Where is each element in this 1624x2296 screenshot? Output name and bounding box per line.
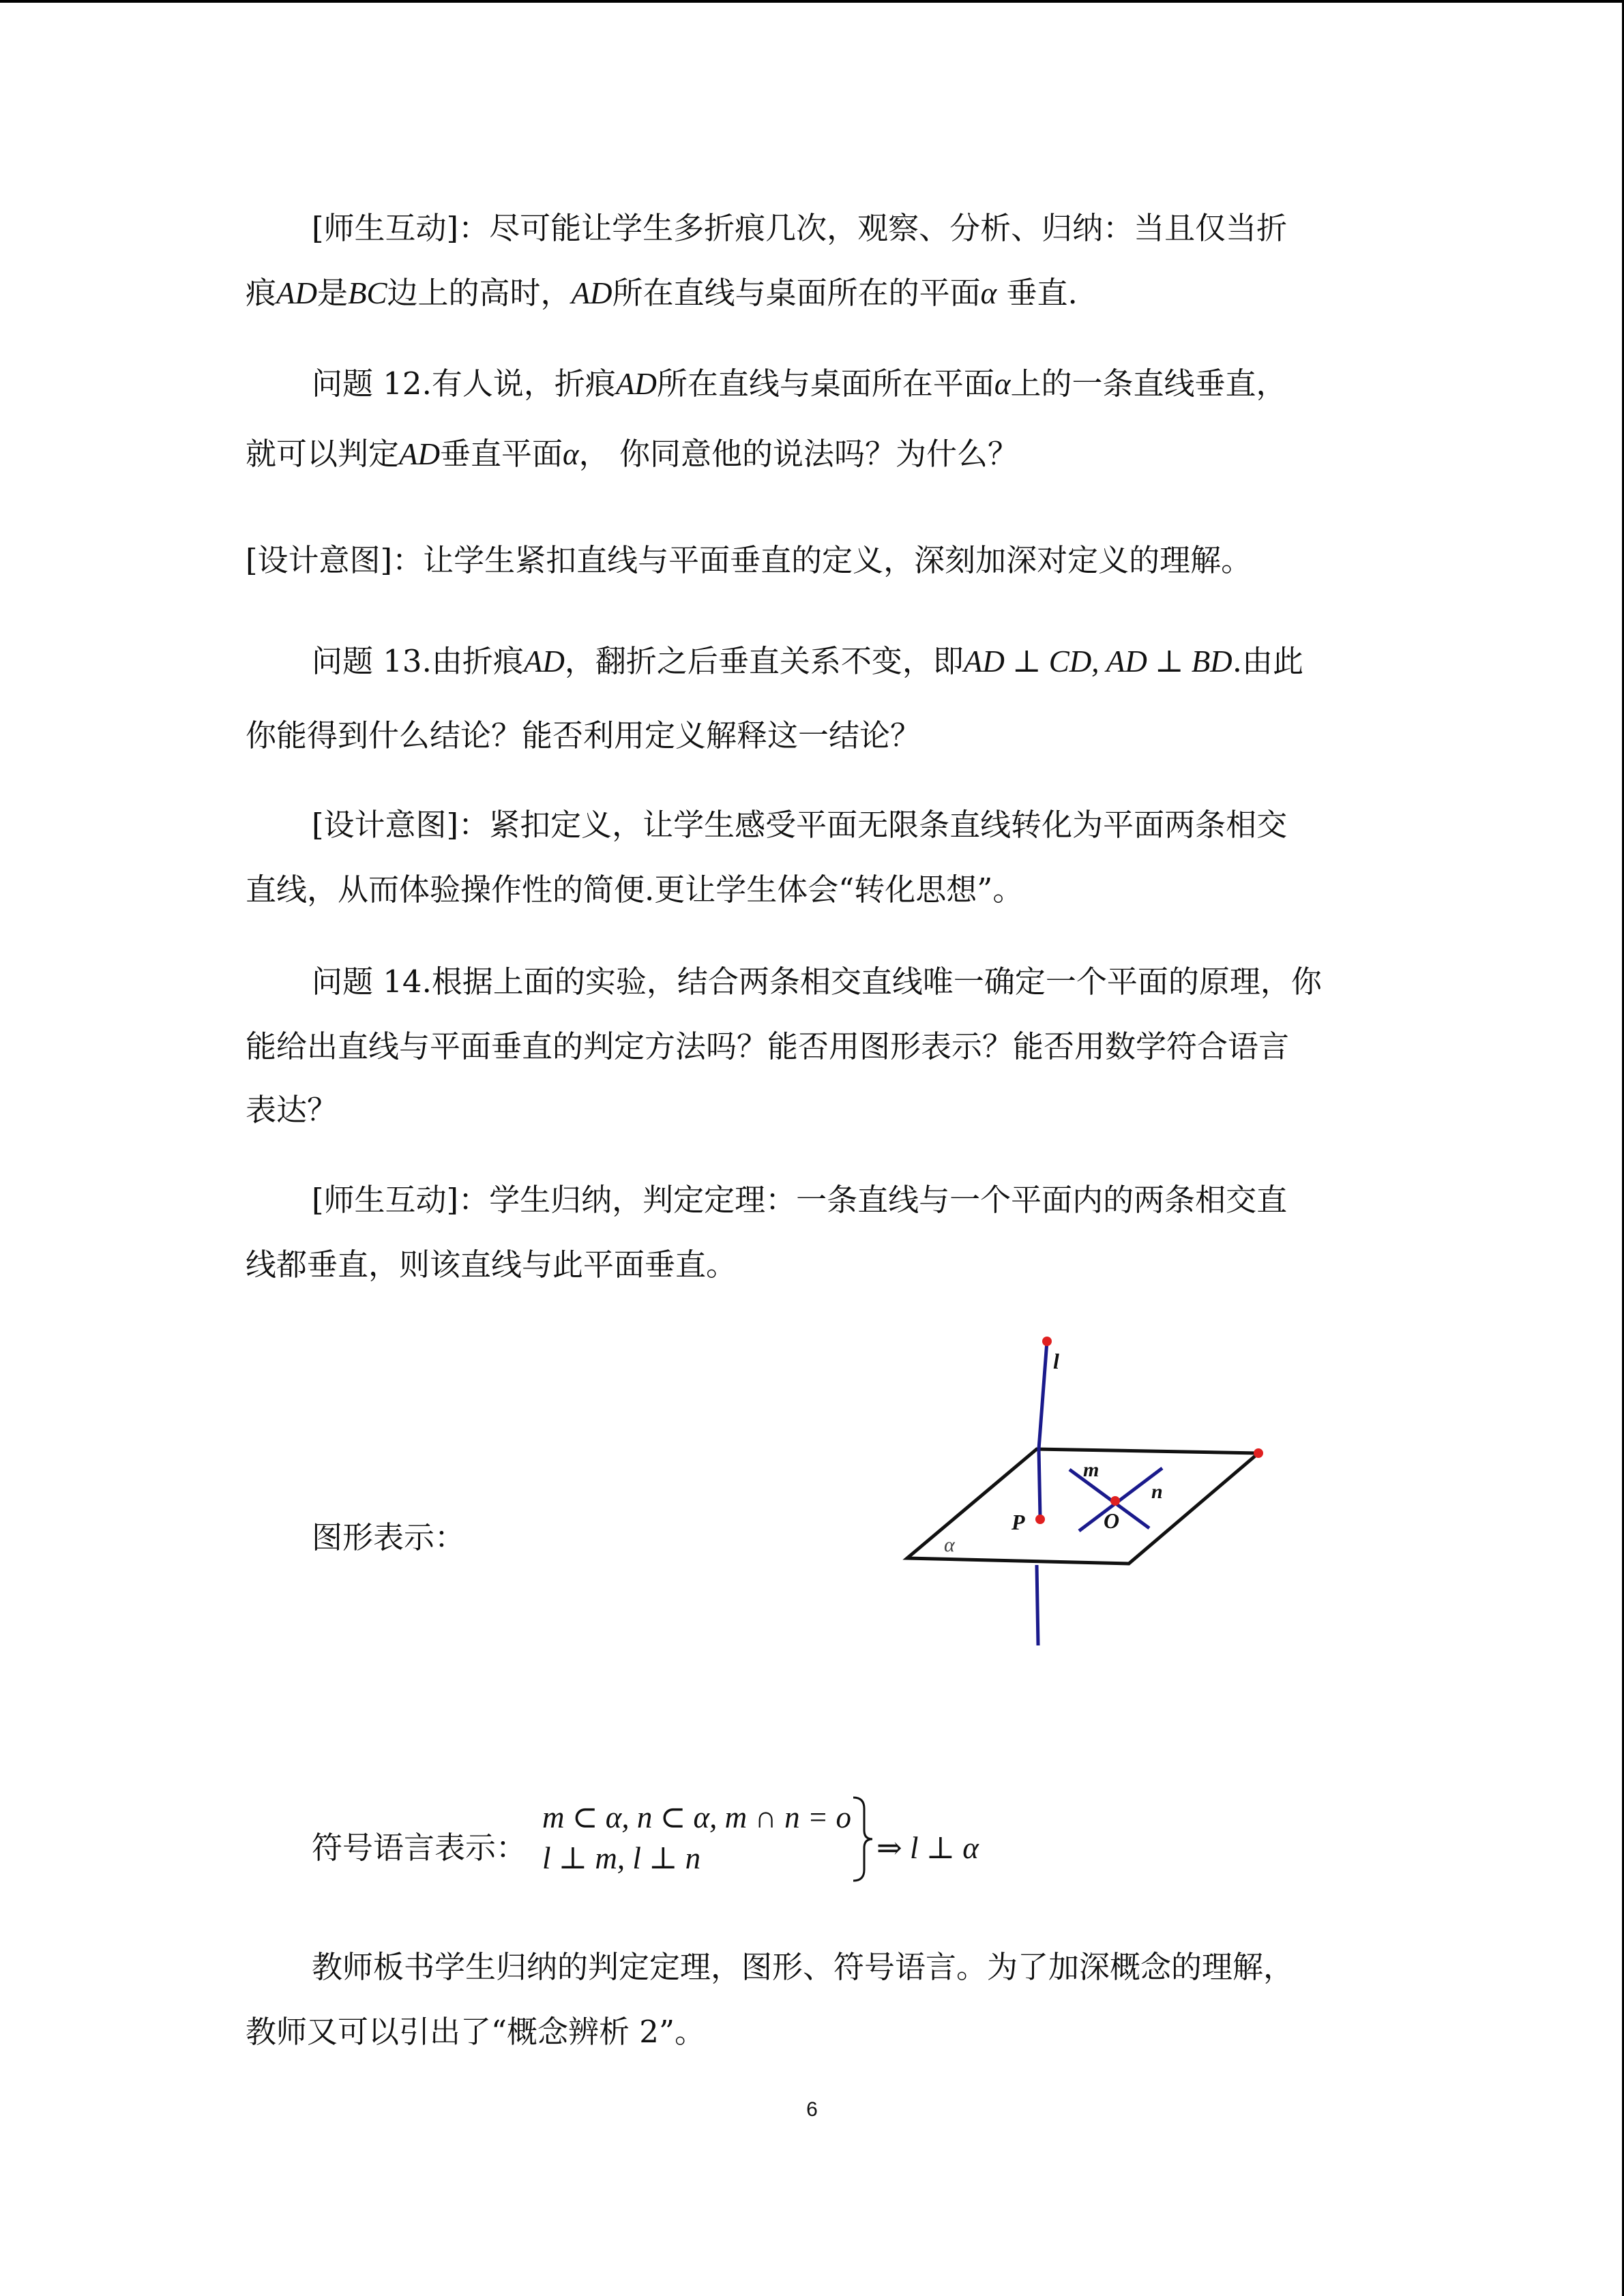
design-intent-2-line1: [设计意图]：紧扣定义，让学生感受平面无限条直线转化为平面两条相交 — [312, 807, 1288, 843]
page-number: 6 — [806, 2098, 818, 2121]
label-alpha: α — [944, 1534, 955, 1556]
label-m: m — [1083, 1459, 1099, 1481]
symbol-row1: m ⊂ α, n ⊂ α, m ∩ n = o — [542, 1800, 852, 1834]
question14-line3: 表达？ — [246, 1092, 338, 1128]
question14-line2: 能给出直线与平面垂直的判定方法吗？能否用图形表示？能否用数学符合语言 — [246, 1028, 1290, 1064]
point-P — [1035, 1515, 1045, 1524]
label-n: n — [1151, 1480, 1163, 1503]
question12-line1: 问题 12.有人说，折痕AD所在直线与桌面所在平面α上的一条直线垂直， — [312, 366, 1287, 402]
perpendicular-line-plane-diagram — [894, 1333, 1275, 1654]
plane-corner-point — [1254, 1448, 1263, 1458]
question13-line1: 问题 13.由折痕AD，翻折之后垂直关系不变，即AD ⊥ CD, AD ⊥ BD.由此 — [312, 643, 1303, 679]
closing-line1: 教师板书学生归纳的判定定理，图形、符号语言。为了加深概念的理解， — [312, 1949, 1295, 1985]
question13-line2: 你能得到什么结论？能否利用定义解释这一结论？ — [246, 717, 921, 754]
line-l-upper — [1039, 1341, 1047, 1449]
symbol-conditions — [542, 1797, 851, 1879]
theorem-line1: [师生互动]：学生归纳，判定定理：一条直线与一个平面内的两条相交直 — [312, 1182, 1288, 1218]
line-l-lower — [1037, 1565, 1038, 1645]
closing-line2: 教师又可以引出了“概念辨析 2”。 — [246, 2014, 705, 2050]
para1-line1: [师生互动]：尽可能让学生多折痕几次，观察、分析、归纳：当且仅当折 — [312, 210, 1288, 246]
theorem-line2: 线都垂直，则该直线与此平面垂直。 — [246, 1247, 737, 1283]
symbol-result: ⇒ l ⊥ α — [876, 1831, 979, 1865]
right-brace — [849, 1795, 876, 1883]
question14-line1: 问题 14.根据上面的实验，结合两条相交直线唯一确定一个平面的原理，你 — [312, 964, 1322, 1000]
symbol-row2: l ⊥ m, l ⊥ n — [542, 1841, 701, 1875]
design-intent-2-line2: 直线，从而体验操作性的简便.更让学生体会“转化思想”。 — [246, 871, 1024, 908]
design-intent-1: [设计意图]：让学生紧扣直线与平面垂直的定义，深刻加深对定义的理解。 — [246, 542, 1252, 578]
top-point — [1042, 1337, 1052, 1346]
figure-label: 图形表示： — [312, 1519, 466, 1555]
top-border — [0, 0, 1624, 3]
line-l-to-P — [1039, 1449, 1040, 1517]
point-O — [1110, 1496, 1120, 1506]
label-O: O — [1104, 1508, 1120, 1533]
symbol-label: 符号语言表示： — [312, 1830, 527, 1866]
label-P: P — [1012, 1510, 1025, 1534]
label-l: l — [1053, 1349, 1059, 1373]
question12-line2: 就可以判定AD垂直平面α， 你同意他的说法吗？为什么？ — [246, 436, 1018, 472]
para1-line2: 痕AD是BC边上的高时，AD所在直线与桌面所在的平面α 垂直. — [246, 275, 1078, 311]
